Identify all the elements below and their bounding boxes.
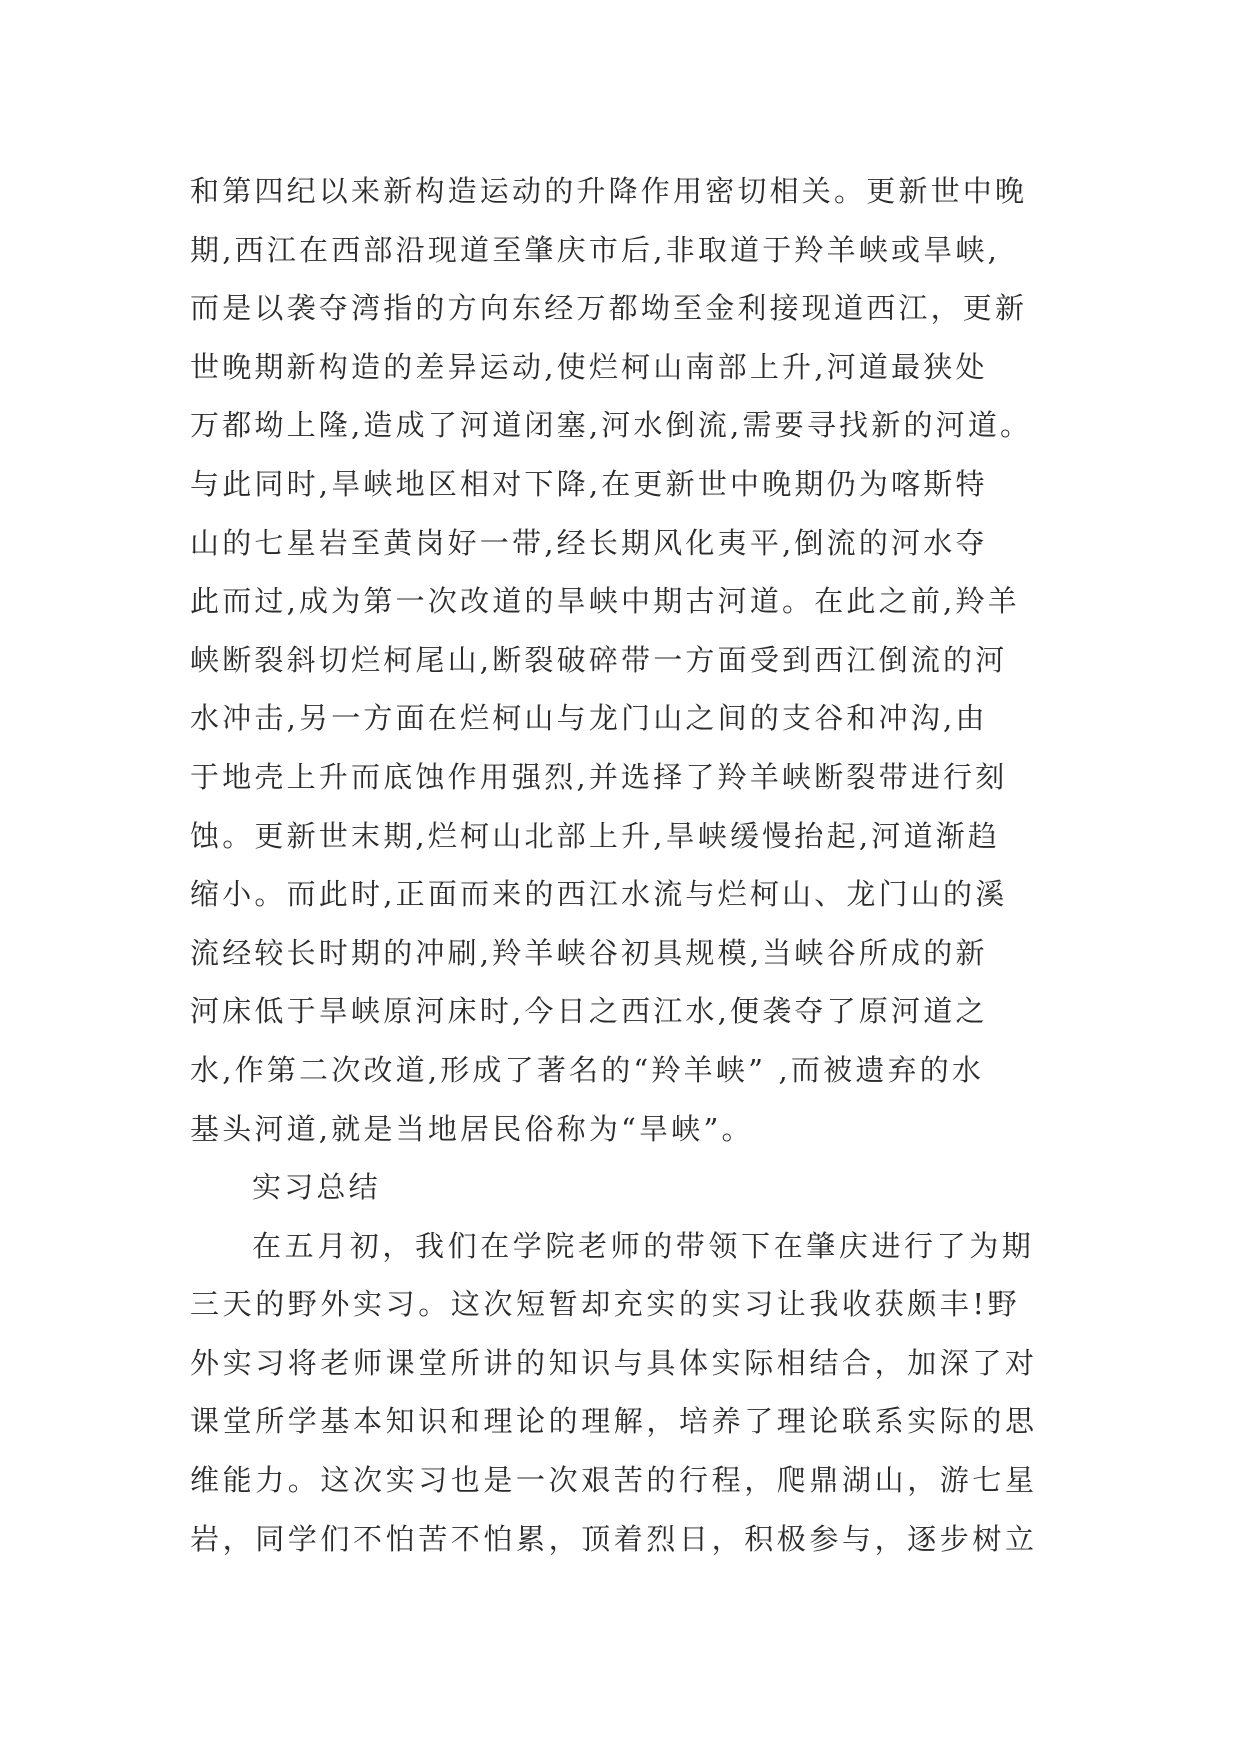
body-text-line: 外实习将老师课堂所讲的知识与具体实际相结合，加深了对 xyxy=(190,1345,1038,1380)
body-text-line: 三天的野外实习。这次短暂却充实的实习让我收获颇丰!野 xyxy=(190,1287,1021,1322)
body-text-line: 于地壳上升而底蚀作用强烈,并选择了羚羊峡断裂带进行刻 xyxy=(190,759,1008,794)
body-text-line: 在五月初，我们在学院老师的带领下在肇庆进行了为期 xyxy=(252,1228,1035,1263)
body-text-line: 河床低于旱峡原河床时,今日之西江水,便袭夺了原河道之 xyxy=(190,994,988,1029)
document-body xyxy=(190,162,1050,1568)
body-text-line: 流经较长时期的冲刷,羚羊峡谷初具规模,当峡谷所成的新 xyxy=(190,935,988,970)
body-text-line: 和第四纪以来新构造运动的升降作用密切相关。更新世中晚 xyxy=(190,174,1028,208)
body-text-line: 期,西江在西部沿现道至肇庆市后,非取道于羚羊峡或旱峡, xyxy=(190,232,1001,267)
body-text-line: 此而过,成为第一次改道的旱峡中期古河道。在此之前,羚羊 xyxy=(190,584,1020,619)
body-text-line: 水冲击,另一方面在烂柯山与龙门山之间的支谷和冲沟,由 xyxy=(190,701,988,736)
body-text-line: 而是以袭夺湾指的方向东经万都坳至金利接现道西江，更新 xyxy=(190,291,1028,326)
section-heading: 实习总结 xyxy=(252,1170,381,1205)
body-text-line: 山的七星岩至黄岗好一带,经长期风化夷平,倒流的河水夺 xyxy=(190,525,988,560)
body-text-line: 维能力。这次实习也是一次艰苦的行程，爬鼎湖山，游七星 xyxy=(190,1463,1038,1498)
body-text-line: 岩，同学们不怕苦不怕累，顶着烈日，积极参与，逐步树立 xyxy=(190,1521,1038,1556)
body-text-line: 缩小。而此时,正面而来的西江水流与烂柯山、龙门山的溪 xyxy=(190,877,1008,912)
body-text-line: 世晚期新构造的差异运动,使烂柯山南部上升,河道最狭处 xyxy=(190,349,988,384)
body-text-line: 蚀。更新世末期,烂柯山北部上升,旱峡缓慢抬起,河道渐趋 xyxy=(190,818,1001,853)
body-text-line: 万都坳上隆,造成了河道闭塞,河水倒流,需要寻找新的河道。 xyxy=(190,408,1033,443)
body-text-line: 水,作第二次改道,形成了著名的“羚羊峡” ,而被遗弃的水 xyxy=(190,1052,985,1087)
body-text-line: 与此同时,旱峡地区相对下降,在更新世中晚期仍为喀斯特 xyxy=(190,466,988,501)
body-text-line: 课堂所学基本知识和理论的理解，培养了理论联系实际的思 xyxy=(190,1404,1038,1439)
body-text-line: 峡断裂斜切烂柯尾山,断裂破碎带一方面受到西江倒流的河 xyxy=(190,642,1008,677)
body-text-line: 基头河道,就是当地居民俗称为“旱峡”。 xyxy=(190,1111,754,1146)
